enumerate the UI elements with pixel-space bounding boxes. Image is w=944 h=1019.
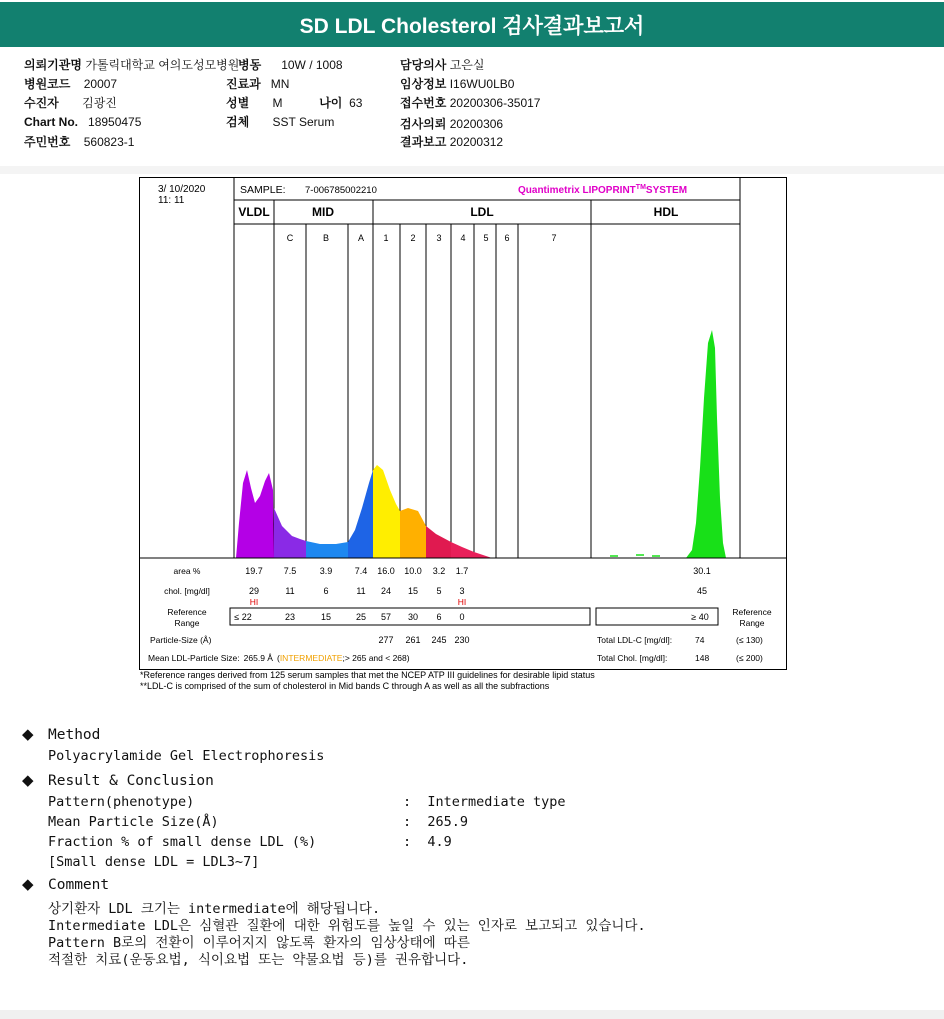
area-row	[245, 566, 711, 576]
comment-heading-text: Comment	[48, 877, 110, 893]
result-label: Mean Particle Size(Å)	[48, 814, 219, 830]
info-label: 병원코드	[24, 77, 71, 91]
band-label: C	[286, 233, 294, 243]
band-label: 2	[410, 233, 416, 243]
method-heading-text: Method	[48, 727, 101, 743]
brand-tm: TM	[635, 184, 646, 191]
info-value: 63	[349, 96, 363, 110]
section-divider	[0, 166, 944, 174]
chol-row-cell: 29	[248, 586, 260, 596]
particle-label: Particle-Size (Å)	[150, 635, 212, 645]
method-text: Polyacrylamide Gel Electrophoresis	[48, 748, 325, 764]
band-dividers	[274, 200, 591, 558]
band-label: 3	[436, 233, 442, 243]
mean-tail: ;> 265 and < 268)	[342, 653, 410, 663]
info-label: 주민번호	[24, 135, 71, 149]
area-row-cell: 30.1	[693, 566, 711, 576]
total-ldl-value: 74	[695, 635, 705, 645]
chol-row	[249, 586, 707, 596]
area-row-cell: 10.0	[404, 566, 422, 576]
lipoprint-svg	[140, 178, 786, 669]
method-heading	[22, 725, 100, 743]
diamond-bullet-icon: ◆	[22, 771, 34, 789]
chart-time: 11: 11	[158, 195, 185, 206]
info-value: 18950475	[88, 115, 142, 129]
info-value: SST Serum	[272, 115, 335, 129]
info-value: I16WU0LB0	[449, 77, 515, 91]
peak-ldl-4	[451, 542, 492, 558]
ref-row-cell: 23	[284, 612, 296, 622]
ref-row-cell: ≤ 22	[234, 612, 252, 622]
comment-heading	[22, 875, 109, 893]
electropherogram	[236, 330, 726, 558]
note-line: *Reference ranges derived from 125 serum samples that met the NCEP ATP III guidelines for desirable lipid status	[140, 670, 595, 680]
group-mid: MID	[312, 205, 334, 219]
area-row-cell: 1.7	[455, 566, 469, 576]
chart-date: 3/ 10/2020	[158, 184, 206, 195]
diamond-bullet-icon: ◆	[22, 875, 34, 893]
area-row-cell: 7.5	[283, 566, 297, 576]
total-chol-ref: (≤ 200)	[736, 653, 763, 663]
result-heading-text: Result & Conclusion	[48, 773, 214, 789]
particle-row-cell: 230	[454, 635, 470, 645]
chol-row-cell: 5	[436, 586, 442, 596]
result-value: : Intermediate type	[403, 794, 566, 810]
info-value: 20200306-35017	[449, 96, 541, 110]
particle-row-cell: 261	[405, 635, 421, 645]
particle-row-cell: 277	[378, 635, 394, 645]
info-label: 나이	[319, 96, 343, 110]
peak-ldl-3	[426, 526, 451, 558]
chol-row-cell: 11	[356, 586, 366, 596]
mean-class: INTERMEDIATE	[279, 653, 343, 663]
ref-label-1: Reference	[167, 607, 207, 617]
peak-ldl-2	[400, 508, 426, 558]
area-row-cell: 3.9	[319, 566, 333, 576]
brand-text	[518, 184, 687, 196]
chol-row-cell: 6	[323, 586, 329, 596]
patient-info	[0, 54, 944, 167]
comment-line: Intermediate LDL은 심혈관 질환에 대한 위험도를 높일 수 있는 인자로 보고되고 있습니다.	[48, 918, 646, 934]
group-hdl: HDL	[653, 205, 679, 219]
band-label: 5	[483, 233, 489, 243]
peak-mid-c	[274, 508, 306, 558]
info-label: Chart No.	[24, 115, 78, 129]
area-row-cell: 7.4	[354, 566, 368, 576]
group-ldl: LDL	[470, 205, 494, 219]
info-value: 10W / 1008	[281, 58, 343, 72]
ref-hdl: ≥ 40	[691, 612, 709, 622]
chol-row-cell: 24	[380, 586, 392, 596]
info-value: MN	[270, 77, 290, 91]
sample-id: 7-006785002210	[305, 185, 377, 196]
result-note: [Small dense LDL = LDL3~7]	[48, 854, 260, 870]
total-ldl-ref: (≤ 130)	[736, 635, 763, 645]
result-label: Pattern(phenotype)	[48, 794, 195, 810]
peak-vldl	[236, 470, 274, 558]
brand-tail: SYSTEM	[645, 185, 688, 196]
info-value: M	[272, 96, 283, 110]
chol-row-cell: 15	[407, 586, 419, 596]
chol-row-cell: 11	[285, 586, 295, 596]
ref-label-right-1: Reference	[732, 607, 772, 617]
chol-row-cell: 45	[696, 586, 708, 596]
total-chol-value: 148	[695, 653, 710, 663]
hi-flag: HI	[457, 597, 467, 607]
info-label: 검사의뢰	[400, 117, 447, 131]
comment-line: 상기환자 LDL 크기는 intermediate에 해당됩니다.	[48, 901, 381, 917]
mean-label: Mean LDL-Particle Size:	[148, 653, 240, 663]
result-value: : 265.9	[403, 814, 469, 830]
band-label: B	[322, 233, 330, 243]
info-label: 담당의사	[400, 58, 447, 72]
chart-notes	[140, 670, 595, 692]
band-label: A	[357, 233, 365, 243]
area-row-cell: 19.7	[245, 566, 263, 576]
info-label: 검체	[226, 115, 250, 129]
particle-row	[378, 635, 469, 645]
info-value: 560823-1	[83, 135, 135, 149]
ref-row	[234, 612, 464, 622]
peak-ldl-1	[373, 465, 400, 558]
info-value: 20007	[83, 77, 118, 91]
report-title: SD LDL Cholesterol 검사결과보고서	[0, 2, 944, 47]
info-value: 가톨릭대학교 여의도성모병원	[85, 58, 240, 72]
area-row-cell: 16.0	[377, 566, 395, 576]
chol-row-label: chol. [mg/dl]	[164, 586, 210, 596]
area-row-label: area %	[173, 566, 201, 576]
mean-value: 265.9 Å	[243, 653, 273, 663]
info-label: 성별	[226, 96, 250, 110]
particle-row-cell: 245	[431, 635, 447, 645]
info-label: 임상정보	[400, 77, 447, 91]
peak-hdl	[686, 330, 726, 558]
hi-flag: HI	[249, 597, 259, 607]
result-heading	[22, 771, 214, 789]
group-vldl: VLDL	[238, 205, 270, 219]
peak-mid-a	[348, 470, 373, 558]
ref-row-cell: 15	[320, 612, 332, 622]
total-ldl-label: Total LDL-C [mg/dl]:	[597, 635, 673, 645]
band-label: 6	[504, 233, 510, 243]
info-label: 수진자	[24, 96, 59, 110]
note-line: **LDL-C is comprised of the sum of cholesterol in Mid bands C through A as well as all the subfractions	[140, 681, 550, 691]
diamond-bullet-icon: ◆	[22, 725, 34, 743]
info-label: 병동	[238, 58, 262, 72]
brand-main: Quantimetrix LIPOPRINT	[518, 185, 636, 196]
ref-row-cell: 57	[380, 612, 392, 622]
mean-size-text	[148, 653, 410, 663]
info-value: 김광진	[82, 96, 117, 110]
info-value: 20200306	[449, 117, 504, 131]
band-label: 7	[551, 233, 557, 243]
mean-open: (	[276, 653, 280, 663]
result-value: : 4.9	[403, 834, 452, 850]
sample-label: SAMPLE:	[240, 184, 286, 196]
total-chol-label: Total Chol. [mg/dl]:	[597, 653, 668, 663]
area-row-cell: 3.2	[432, 566, 446, 576]
ref-row-cell: 30	[407, 612, 419, 622]
band-label: 1	[383, 233, 389, 243]
band-label: 4	[460, 233, 466, 243]
ref-label-2: Range	[174, 618, 200, 628]
info-value: 고은실	[449, 58, 485, 72]
peak-mid-b	[306, 541, 348, 558]
ref-row-cell: 25	[355, 612, 367, 622]
comment-line: Pattern B로의 전환이 이루어지지 않도록 환자의 임상상태에 따른	[48, 935, 470, 951]
ref-label-right-2: Range	[739, 618, 765, 628]
chol-row-cell: 3	[459, 586, 465, 596]
lipoprint-chart	[139, 177, 787, 670]
comment-line: 적절한 치료(운동요법, 식이요법 또는 약물요법 등)를 권유합니다.	[48, 952, 469, 968]
info-label: 결과보고	[400, 135, 447, 149]
result-label: Fraction % of small dense LDL (%)	[48, 834, 317, 850]
info-label: 진료과	[226, 77, 261, 91]
info-label: 의뢰기관명	[24, 58, 82, 72]
ref-row-cell: 0	[459, 612, 465, 622]
info-value: 20200312	[449, 135, 504, 149]
ref-row-cell: 6	[436, 612, 442, 622]
info-label: 접수번호	[400, 96, 447, 110]
